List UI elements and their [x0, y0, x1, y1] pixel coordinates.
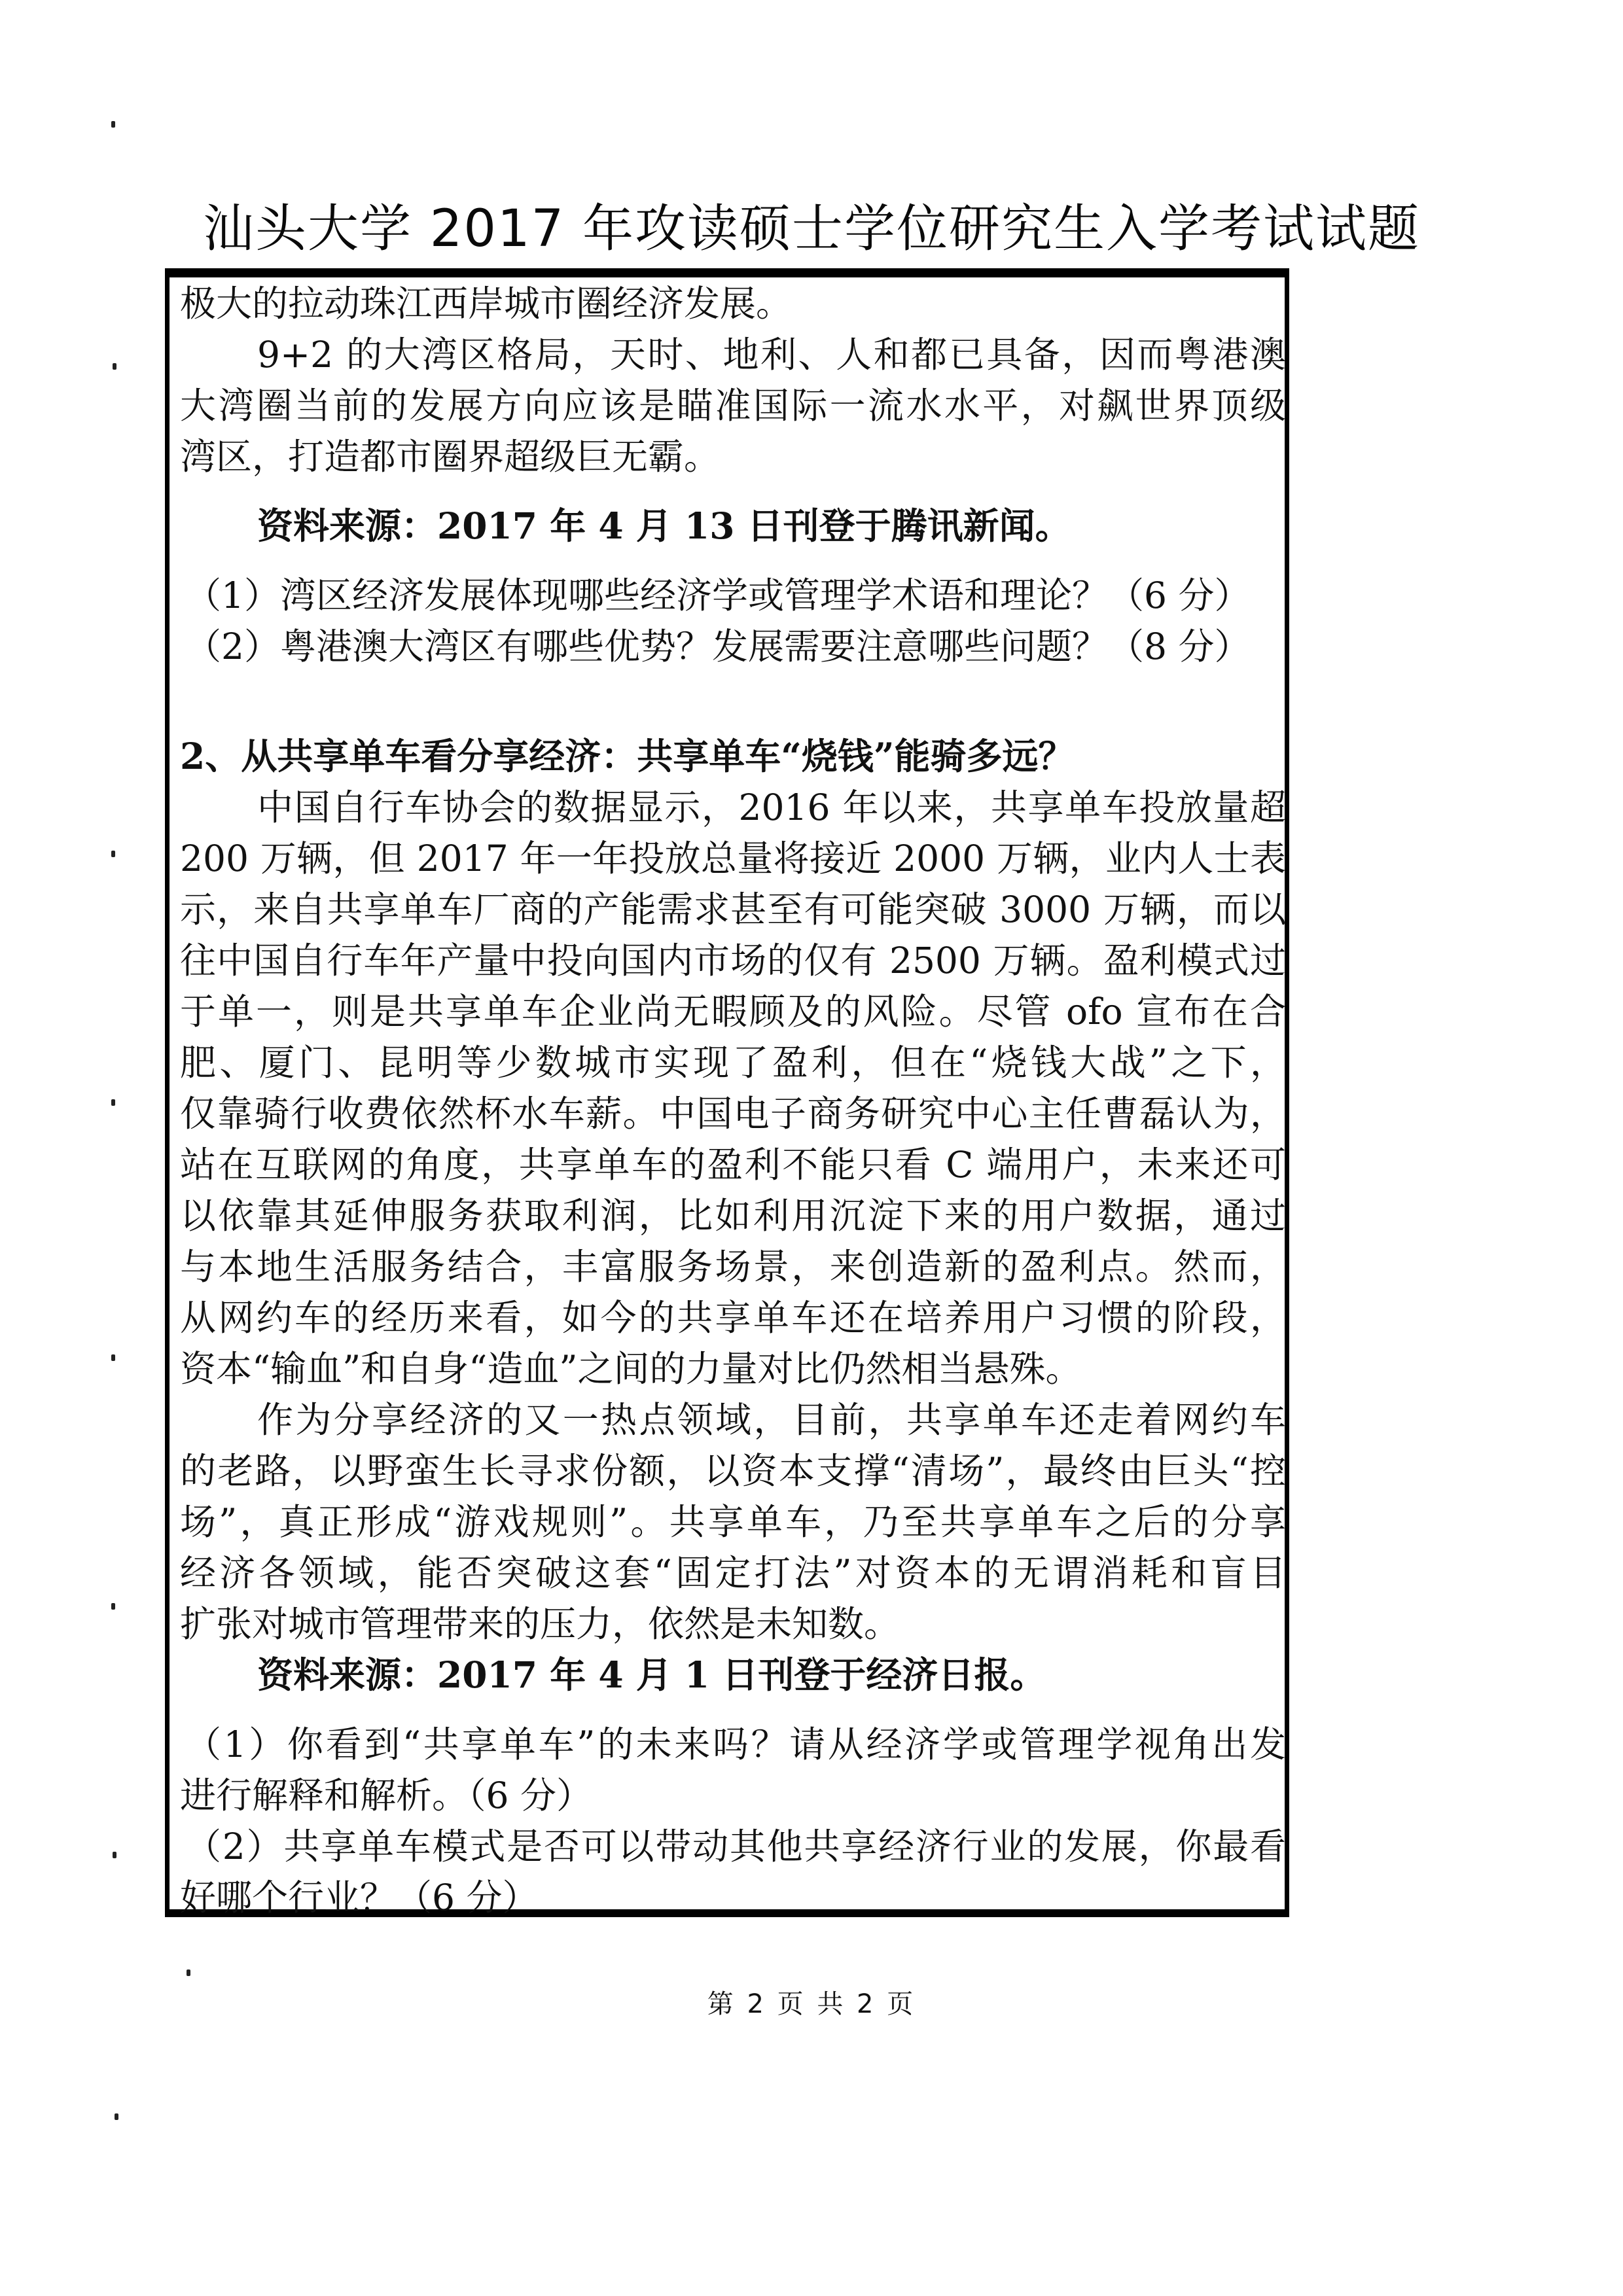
paragraph-line: 9+2 的大湾区格局，天时、地利、人和都已具备，因而粤港澳 [257, 334, 1286, 376]
paragraph-line: 肥、厦门、昆明等少数城市实现了盈利，但在“烧钱大战”之下， [180, 1042, 1286, 1084]
paragraph-line: 从网约车的经历来看，如今的共享单车还在培养用户习惯的阶段， [180, 1297, 1286, 1339]
section-2-paragraph-2 [180, 1394, 1286, 1650]
source-citation [180, 501, 1286, 552]
paragraph-line: 中国自行车协会的数据显示，2016 年以来，共享单车投放量超 [257, 786, 1286, 828]
question-2-2: （2）共享单车模式是否可以带动其他共享经济行业的发展，你最看 [185, 1826, 1286, 1867]
section-2-heading: 2、从共享单车看分享经济：共享单车“烧钱”能骑多远？ [180, 735, 1075, 777]
paragraph-line: 资本“输血”和自身“造血”之间的力量对比仍然相当悬殊。 [180, 1348, 1082, 1390]
scan-speck [111, 1603, 115, 1610]
paragraph-line: 仅靠骑行收费依然杯水车薪。中国电子商务研究中心主任曹磊认为， [180, 1093, 1286, 1135]
scan-speck [111, 1354, 115, 1361]
paragraph-line: 200 万辆，但 2017 年一年投放总量将接近 2000 万辆，业内人士表 [180, 838, 1286, 879]
section-2 [180, 731, 1286, 1923]
scan-speck [115, 2113, 118, 2120]
page-title: 汕头大学 2017 年攻读硕士学位研究生入学考试试题 [202, 200, 1421, 258]
paragraph-line: 与本地生活服务结合，丰富服务场景，来创造新的盈利点。然而， [180, 1246, 1286, 1288]
paragraph-line: 于单一，则是共享单车企业尚无暇顾及的风险。尽管 ofo 宣布在合 [180, 991, 1286, 1033]
scan-speck [113, 1852, 116, 1858]
question-1-1: （1）湾区经济发展体现哪些经济学或管理学术语和理论？（6 分） [185, 574, 1251, 616]
section-2-questions [180, 1719, 1286, 1923]
page-indicator: 第 2 页 共 2 页 [707, 1989, 916, 2019]
scan-speck [113, 363, 116, 370]
paragraph-line: 的老路，以野蛮生长寻求份额，以资本支撑“清场”，最终由巨头“控 [180, 1450, 1286, 1492]
section-2-paragraph-1 [180, 782, 1286, 1394]
paragraph-line: 经济各领域，能否突破这套“固定打法”对资本的无谓消耗和盲目 [180, 1552, 1286, 1594]
paragraph-line: 扩张对城市管理带来的压力，依然是未知数。 [180, 1603, 901, 1645]
paragraph-line: 站在互联网的角度，共享单车的盈利不能只看 C 端用户，未来还可 [180, 1144, 1286, 1186]
paragraph-line: 大湾圈当前的发展方向应该是瞄准国际一流水水平，对飙世界顶级 [180, 385, 1286, 427]
paragraph-line: 示，来自共享单车厂商的产能需求甚至有可能突破 3000 万辆，而以 [180, 889, 1286, 930]
source-citation [180, 1650, 1286, 1701]
scan-speck [111, 1099, 115, 1106]
source-label: 资料来源：2017 年 4 月 1 日刊登于经济日报。 [257, 1653, 1046, 1696]
question-2-1-continued: 进行解释和解析。（6 分） [180, 1775, 592, 1816]
question-1-2: （2）粤港澳大湾区有哪些优势？发展需要注意哪些问题？（8 分） [185, 626, 1251, 667]
question-2-1: （1）你看到“共享单车”的未来吗？请从经济学或管理学视角出发 [185, 1723, 1286, 1765]
paragraph-line: 往中国自行车年产量中投向国内市场的仅有 2500 万辆。盈利模式过 [180, 940, 1286, 981]
section-1-continued [180, 278, 1286, 672]
paragraph-line: 场”，真正形成“游戏规则”。共享单车，乃至共享单车之后的分享 [180, 1501, 1286, 1543]
paragraph-line: 以依靠其延伸服务获取利润，比如利用沉淀下来的用户数据，通过 [180, 1195, 1286, 1237]
scan-speck [187, 1969, 190, 1976]
scan-speck [111, 851, 115, 857]
source-label: 资料来源：2017 年 4 月 13 日刊登于腾讯新闻。 [257, 504, 1071, 547]
exam-content [180, 278, 1286, 1923]
question-2-2-continued: 好哪个行业？（6 分） [180, 1877, 539, 1918]
paragraph-line: 极大的拉动珠江西岸城市圈经济发展。 [180, 283, 793, 325]
scan-speck [111, 121, 115, 128]
paragraph-line: 湾区，打造都市圈界超级巨无霸。 [180, 436, 721, 478]
paragraph-line: 作为分享经济的又一热点领域，目前，共享单车还走着网约车 [257, 1399, 1286, 1441]
